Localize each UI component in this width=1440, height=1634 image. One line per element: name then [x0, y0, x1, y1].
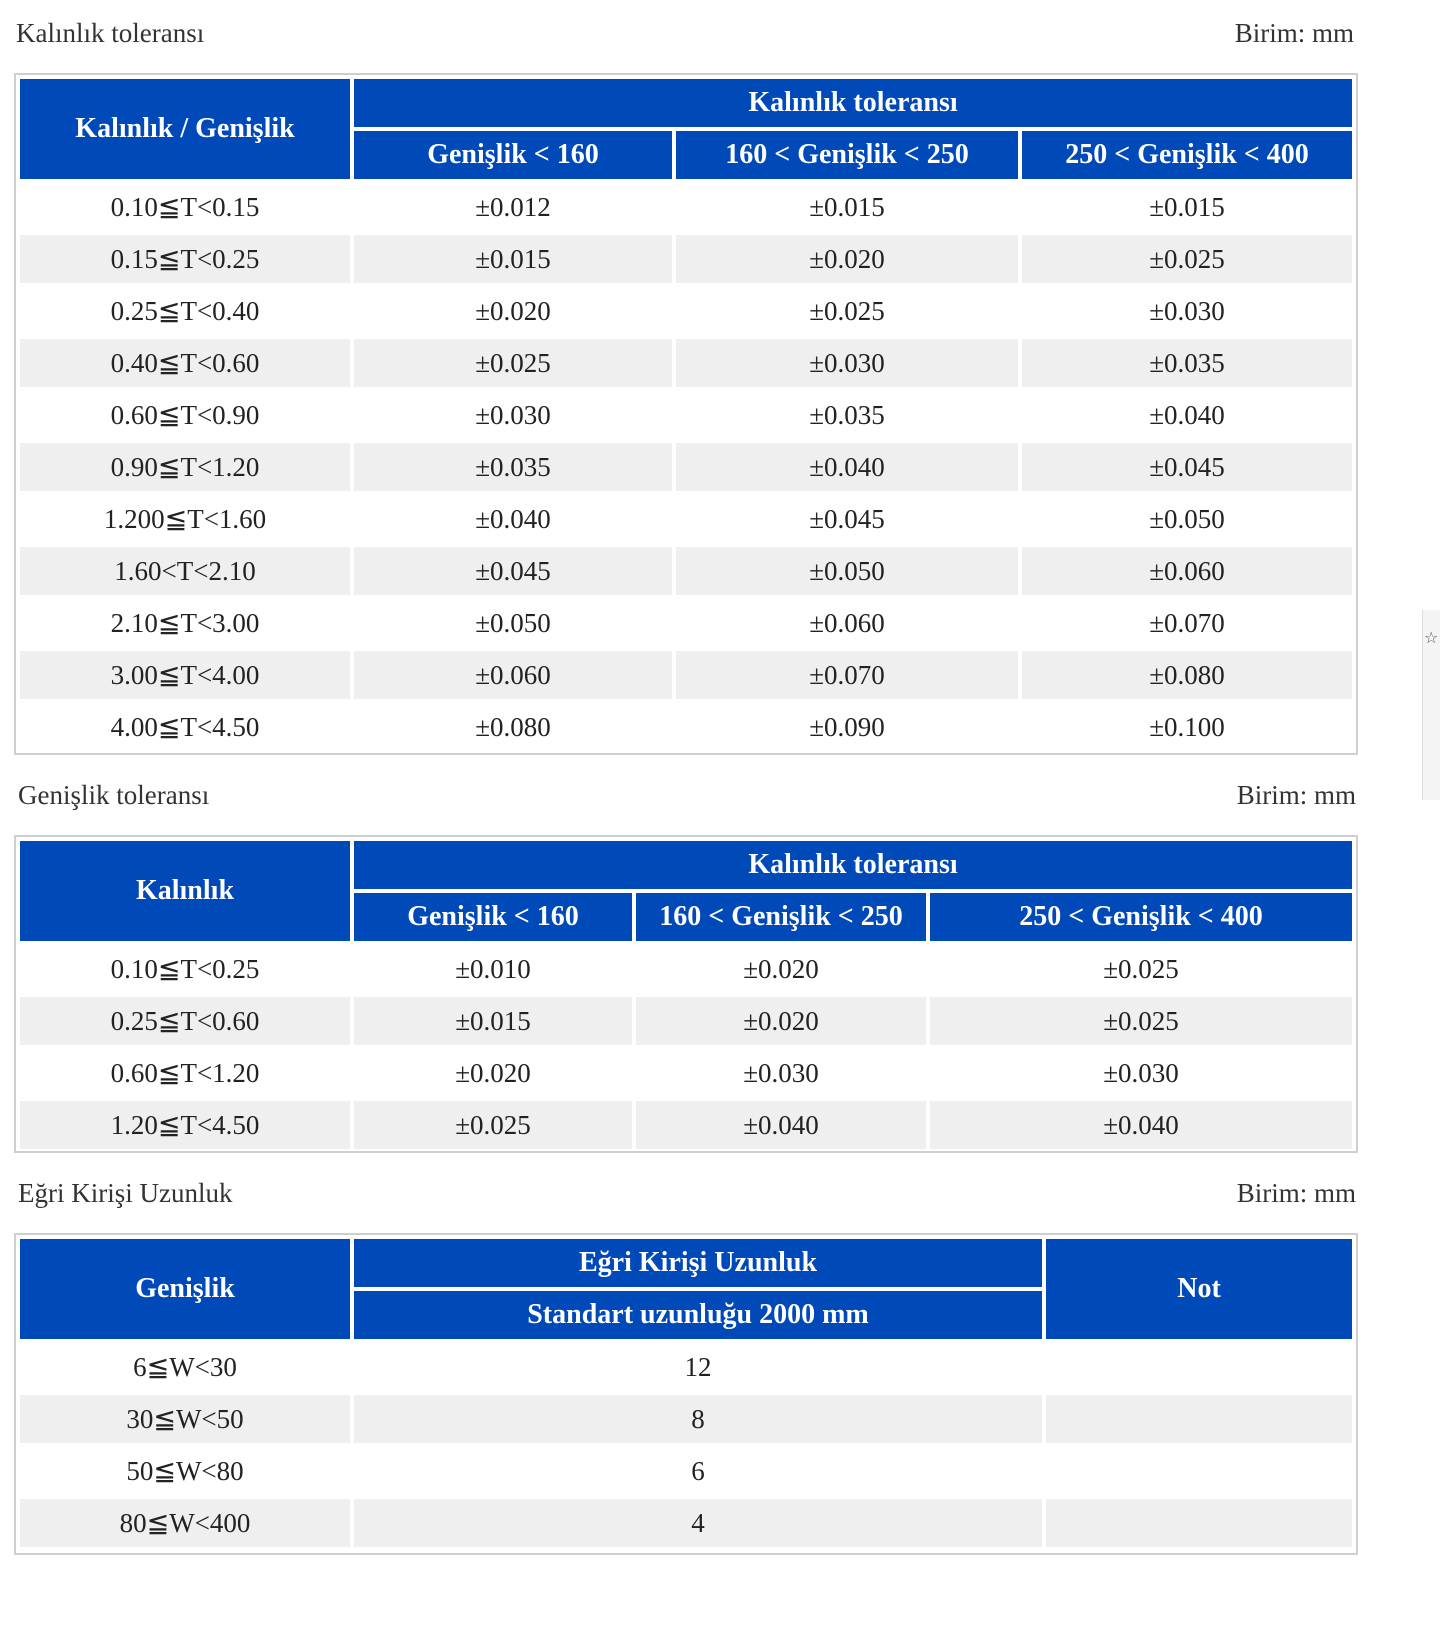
value-cell [1046, 1447, 1352, 1495]
value-cell: ±0.025 [354, 1101, 632, 1149]
table-row [20, 391, 1352, 439]
value-cell [1046, 1395, 1352, 1443]
section-title-camber: Eğri Kirişi Uzunluk [18, 1178, 233, 1208]
value-cell: ±0.050 [676, 547, 1018, 595]
column-header: Genişlik < 160 [354, 131, 672, 179]
table-row [20, 339, 1352, 387]
value-cell: ±0.070 [1022, 599, 1352, 647]
row-label-cell: 0.10≦T<0.15 [20, 183, 350, 231]
table-row [20, 183, 1352, 231]
value-cell: ±0.020 [354, 1049, 632, 1097]
table-row [20, 945, 1352, 993]
row-header: Genişlik [20, 1239, 350, 1339]
value-cell: ±0.050 [354, 599, 672, 647]
value-cell: ±0.025 [1022, 235, 1352, 283]
value-cell: ±0.040 [676, 443, 1018, 491]
value-cell: ±0.015 [676, 183, 1018, 231]
unit-label-thickness: Birim: mm [1234, 18, 1354, 48]
value-cell: ±0.020 [676, 235, 1018, 283]
column-header: 160 < Genişlik < 250 [676, 131, 1018, 179]
section-title-thickness: Kalınlık toleransı [16, 18, 205, 48]
table-row [20, 1343, 1352, 1391]
value-cell: ±0.012 [354, 183, 672, 231]
row-label-cell: 50≦W<80 [20, 1447, 350, 1495]
row-label-cell: 4.00≦T<4.50 [20, 703, 350, 751]
row-label-cell: 3.00≦T<4.00 [20, 651, 350, 699]
row-label-cell: 0.90≦T<1.20 [20, 443, 350, 491]
value-cell: ±0.030 [930, 1049, 1352, 1097]
table-row [20, 1499, 1352, 1547]
value-cell: ±0.025 [676, 287, 1018, 335]
value-cell: ±0.100 [1022, 703, 1352, 751]
table-row [20, 443, 1352, 491]
unit-label-width: Birim: mm [1236, 780, 1356, 810]
unit-label-camber: Birim: mm [1236, 1178, 1356, 1208]
column-header: 250 < Genişlik < 400 [1022, 131, 1352, 179]
value-cell [1046, 1499, 1352, 1547]
column-header: 160 < Genişlik < 250 [636, 893, 926, 941]
section-title-width: Genişlik toleransı [18, 780, 210, 810]
table-row [20, 1101, 1352, 1149]
value-cell: ±0.020 [636, 997, 926, 1045]
table-row [20, 997, 1352, 1045]
note-header: Not [1046, 1239, 1352, 1339]
width-tolerance-table [14, 835, 1358, 1153]
group-header: Kalınlık toleransı [354, 79, 1352, 127]
row-label-cell: 6≦W<30 [20, 1343, 350, 1391]
value-cell: ±0.050 [1022, 495, 1352, 543]
value-cell: ±0.090 [676, 703, 1018, 751]
value-cell: ±0.045 [354, 547, 672, 595]
value-cell: ±0.040 [354, 495, 672, 543]
table-row [20, 1395, 1352, 1443]
value-cell: 8 [354, 1395, 1042, 1443]
value-cell: ±0.015 [354, 997, 632, 1045]
value-cell: ±0.035 [354, 443, 672, 491]
value-cell: ±0.045 [676, 495, 1018, 543]
star-icon[interactable]: ☆ [1424, 628, 1439, 647]
value-cell: ±0.035 [1022, 339, 1352, 387]
value-cell: ±0.010 [354, 945, 632, 993]
value-cell: ±0.015 [354, 235, 672, 283]
thickness-tolerance-table [14, 73, 1358, 755]
table-row [20, 599, 1352, 647]
value-cell: ±0.040 [1022, 391, 1352, 439]
row-label-cell: 0.60≦T<1.20 [20, 1049, 350, 1097]
sub-header: Standart uzunluğu 2000 mm [354, 1291, 1042, 1339]
value-cell: ±0.020 [354, 287, 672, 335]
value-cell: ±0.060 [1022, 547, 1352, 595]
value-cell: ±0.030 [1022, 287, 1352, 335]
camber-length-table [14, 1233, 1358, 1555]
value-cell: ±0.030 [676, 339, 1018, 387]
row-label-cell: 80≦W<400 [20, 1499, 350, 1547]
table-row [20, 287, 1352, 335]
row-label-cell: 1.20≦T<4.50 [20, 1101, 350, 1149]
value-cell: ±0.020 [636, 945, 926, 993]
row-label-cell: 0.25≦T<0.40 [20, 287, 350, 335]
row-header: Kalınlık [20, 841, 350, 941]
value-cell: ±0.040 [636, 1101, 926, 1149]
row-header: Kalınlık / Genişlik [20, 79, 350, 179]
value-cell: 6 [354, 1447, 1042, 1495]
column-header: 250 < Genişlik < 400 [930, 893, 1352, 941]
value-cell: 4 [354, 1499, 1042, 1547]
row-label-cell: 0.15≦T<0.25 [20, 235, 350, 283]
row-label-cell: 30≦W<50 [20, 1395, 350, 1443]
value-cell: ±0.030 [354, 391, 672, 439]
value-cell: ±0.060 [676, 599, 1018, 647]
value-cell: ±0.030 [636, 1049, 926, 1097]
table-row [20, 547, 1352, 595]
value-cell [1046, 1343, 1352, 1391]
value-cell: ±0.035 [676, 391, 1018, 439]
row-label-cell: 1.60<T<2.10 [20, 547, 350, 595]
group-header: Kalınlık toleransı [354, 841, 1352, 889]
value-cell: ±0.015 [1022, 183, 1352, 231]
row-label-cell: 0.10≦T<0.25 [20, 945, 350, 993]
value-cell: ±0.025 [930, 945, 1352, 993]
table-row [20, 495, 1352, 543]
value-cell: ±0.025 [354, 339, 672, 387]
row-label-cell: 0.40≦T<0.60 [20, 339, 350, 387]
row-label-cell: 2.10≦T<3.00 [20, 599, 350, 647]
row-label-cell: 0.60≦T<0.90 [20, 391, 350, 439]
table-row [20, 1447, 1352, 1495]
value-cell: ±0.070 [676, 651, 1018, 699]
table-row [20, 235, 1352, 283]
value-cell: ±0.025 [930, 997, 1352, 1045]
value-cell: ±0.080 [1022, 651, 1352, 699]
value-cell: ±0.040 [930, 1101, 1352, 1149]
value-cell: ±0.045 [1022, 443, 1352, 491]
value-cell: ±0.080 [354, 703, 672, 751]
column-header: Genişlik < 160 [354, 893, 632, 941]
row-label-cell: 0.25≦T<0.60 [20, 997, 350, 1045]
table-row [20, 703, 1352, 751]
table-row [20, 1049, 1352, 1097]
value-cell: ±0.060 [354, 651, 672, 699]
row-label-cell: 1.200≦T<1.60 [20, 495, 350, 543]
value-cell: 12 [354, 1343, 1042, 1391]
table-row [20, 651, 1352, 699]
group-header: Eğri Kirişi Uzunluk [354, 1239, 1042, 1287]
